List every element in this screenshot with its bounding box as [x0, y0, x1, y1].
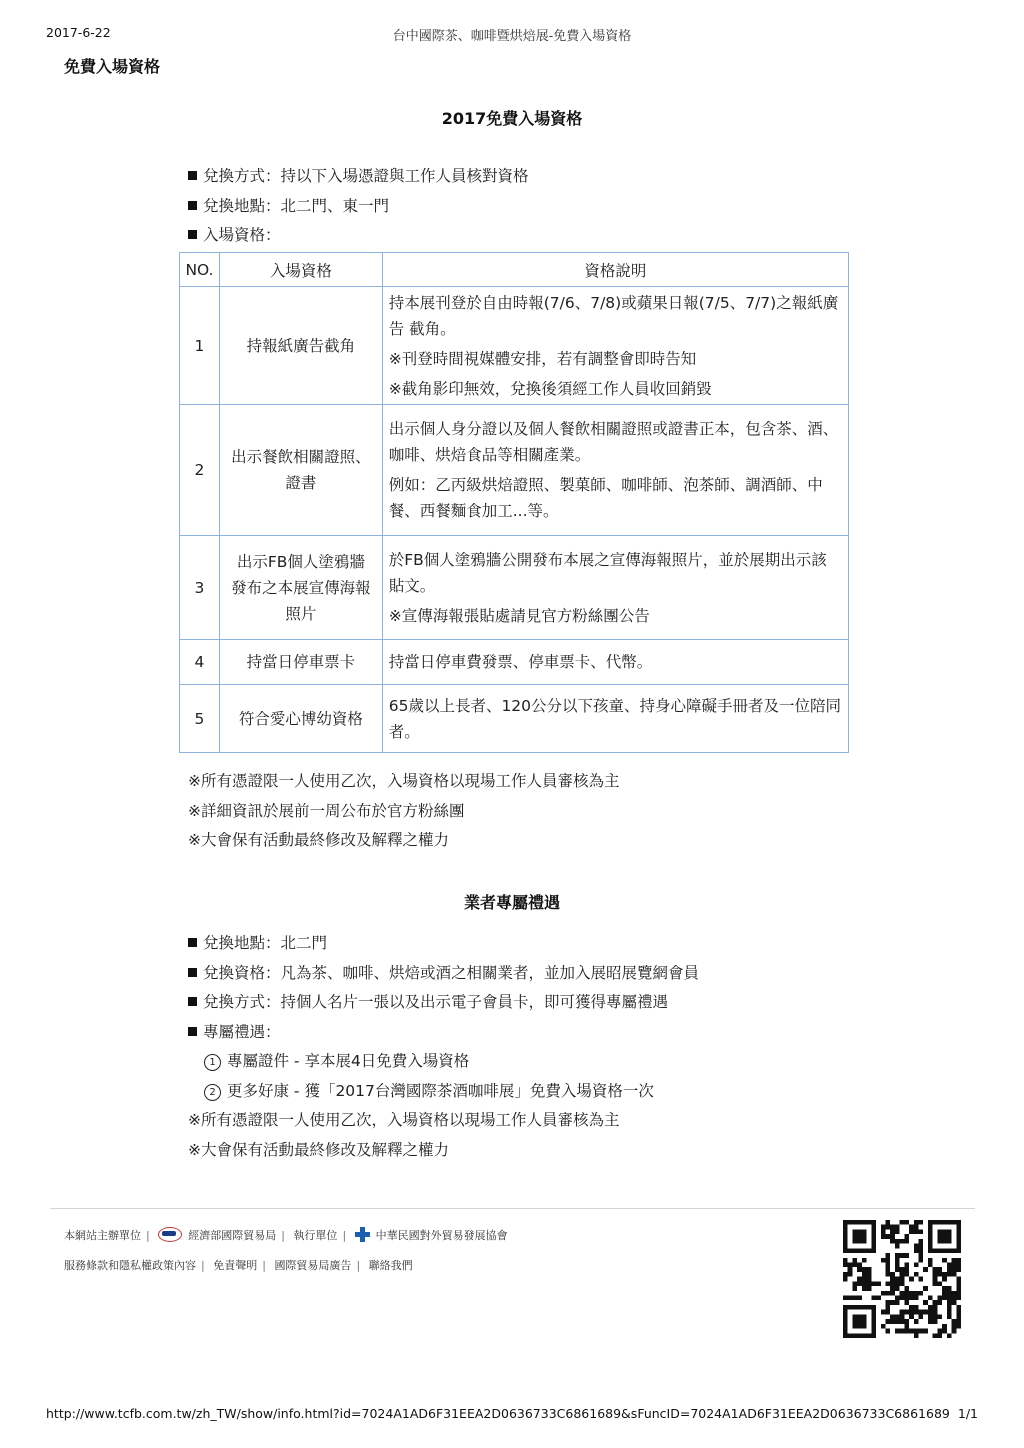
- executor-label: 執行單位: [293, 1229, 338, 1242]
- bullet-item: 兌換方式：持以下入場憑證與工作人員核對資格: [188, 162, 529, 192]
- entry-notes: [188, 767, 620, 856]
- taitra-logo-icon: [355, 1227, 370, 1242]
- circled-number-icon: 1: [204, 1054, 221, 1071]
- table-row: [180, 685, 849, 753]
- bullet-item: 兌換資格：凡為茶、咖啡、烘焙或酒之相關業者，並加入展昭展覽網會員: [188, 959, 699, 989]
- square-bullet-icon: [188, 968, 197, 977]
- circled-number-icon: 2: [204, 1084, 221, 1101]
- table-row: [180, 640, 849, 685]
- row-qualification: 符合愛心博幼資格: [219, 685, 382, 753]
- row-description: 出示個人身分證以及個人餐飲相關證照或證書正本，包含茶、酒、咖啡、烘焙食品等相關產業。 例如：乙丙級烘焙證照、製菓師、咖啡師、泡茶師、調酒師、中餐、西餐麵食加工...等。: [382, 405, 848, 536]
- square-bullet-icon: [188, 171, 197, 180]
- square-bullet-icon: [188, 201, 197, 210]
- contact-link[interactable]: 聯絡我們: [368, 1259, 413, 1272]
- terms-link[interactable]: 服務條款和隱私權政策內容: [64, 1259, 196, 1272]
- row-number: 4: [180, 640, 220, 685]
- qr-code-icon: [843, 1220, 961, 1338]
- square-bullet-icon: [188, 230, 197, 239]
- organizer-link[interactable]: 經濟部國際貿易局: [188, 1229, 277, 1242]
- footer-divider: [50, 1208, 975, 1209]
- bullet-item: 專屬禮遇：: [188, 1018, 699, 1048]
- note-line: ※大會保有活動最終修改及解釋之權力: [188, 1140, 449, 1159]
- page-heading: 免費入場資格: [64, 57, 161, 76]
- row-number: 2: [180, 405, 220, 536]
- boft-logo-icon: [158, 1227, 182, 1242]
- print-date: 2017-6-22: [46, 25, 111, 40]
- organizer-label: 本網站主辦單位: [64, 1229, 141, 1242]
- entry-bullets: [188, 162, 529, 251]
- bullet-item: 兌換方式：持個人名片一張以及出示電子會員卡，即可獲得專屬禮遇: [188, 988, 699, 1018]
- header-description: 資格說明: [382, 253, 848, 287]
- square-bullet-icon: [188, 1027, 197, 1036]
- table-row: [180, 405, 849, 536]
- row-number: 1: [180, 287, 220, 405]
- header-no: NO.: [180, 253, 220, 287]
- bullet-item: 入場資格：: [188, 221, 529, 251]
- note-line: ※所有憑證限一人使用乙次，入場資格以現場工作人員審核為主: [188, 772, 620, 790]
- note-line: ※大會保有活動最終修改及解釋之權力: [188, 831, 449, 849]
- vendor-notes: [188, 1106, 620, 1165]
- note-line: ※詳細資訊於展前一周公布於官方粉絲團: [188, 801, 465, 820]
- table-row: [180, 536, 849, 640]
- perk-item: 2 更多好康 - 獲「2017台灣國際茶酒咖啡展」免費入場資格一次: [188, 1077, 699, 1107]
- section-title-free-entry: 2017免費入場資格: [441, 109, 583, 128]
- ads-link[interactable]: 國際貿易局廣告: [274, 1259, 352, 1272]
- qualification-table: [179, 252, 849, 753]
- footer-links: 服務條款和隱私權政策內容 | 免責聲明 | 國際貿易局廣告 | 聯絡我們: [64, 1259, 413, 1272]
- vendor-bullets: [188, 929, 699, 1106]
- square-bullet-icon: [188, 938, 197, 947]
- page-number: 1/1: [957, 1406, 978, 1421]
- row-qualification: 出示餐飲相關證照、 證書: [219, 405, 382, 536]
- header-qualification: 入場資格: [219, 253, 382, 287]
- square-bullet-icon: [188, 997, 197, 1006]
- row-description: 65歲以上長者、120公分以下孩童、持身心障礙手冊者及一位陪同者。: [382, 685, 848, 753]
- row-qualification: 出示FB個人塗鴉牆 發布之本展宣傳海報 照片: [219, 536, 382, 640]
- print-url: http://www.tcfb.com.tw/zh_TW/show/info.html?id=7024A1AD6F31EEA2D0636733C6861689&sFuncID=7024A1AD6F31EEA2D0636733C6861689: [46, 1406, 950, 1421]
- perk-item: 1 專屬證件 - 享本展4日免費入場資格: [188, 1047, 699, 1077]
- print-title: 台中國際茶、咖啡暨烘焙展-免費入場資格: [392, 29, 632, 44]
- row-description: 持本展刊登於自由時報(7/6、7/8)或蘋果日報(7/5、7/7)之報紙廣告 截角。 ※刊登時間視媒體安排，若有調整會即時告知 ※截角影印無效，兌換後須經工作人員收回銷毀: [382, 287, 848, 405]
- row-number: 5: [180, 685, 220, 753]
- footer-organizers: 本網站主辦單位 | 經濟部國際貿易局 | 執行單位 | 中華民國對外貿易發展協會: [64, 1229, 508, 1242]
- executor-link[interactable]: 中華民國對外貿易發展協會: [375, 1229, 508, 1242]
- section-title-vendor: 業者專屬禮遇: [463, 893, 560, 912]
- table-header-row: [180, 253, 849, 287]
- row-qualification: 持報紙廣告截角: [219, 287, 382, 405]
- disclaimer-link[interactable]: 免責聲明: [213, 1259, 258, 1272]
- row-qualification: 持當日停車票卡: [219, 640, 382, 685]
- row-description: 於FB個人塗鴉牆公開發布本展之宣傳海報照片，並於展期出示該貼文。 ※宣傳海報張貼處請見官方粉絲團公告: [382, 536, 848, 640]
- row-number: 3: [180, 536, 220, 640]
- bullet-item: 兌換地點：北二門、東一門: [188, 192, 529, 222]
- table-row: [180, 287, 849, 405]
- note-line: ※所有憑證限一人使用乙次，入場資格以現場工作人員審核為主: [188, 1111, 620, 1129]
- row-description: 持當日停車費發票、停車票卡、代幣。: [382, 640, 848, 685]
- bullet-item: 兌換地點：北二門: [188, 929, 699, 959]
